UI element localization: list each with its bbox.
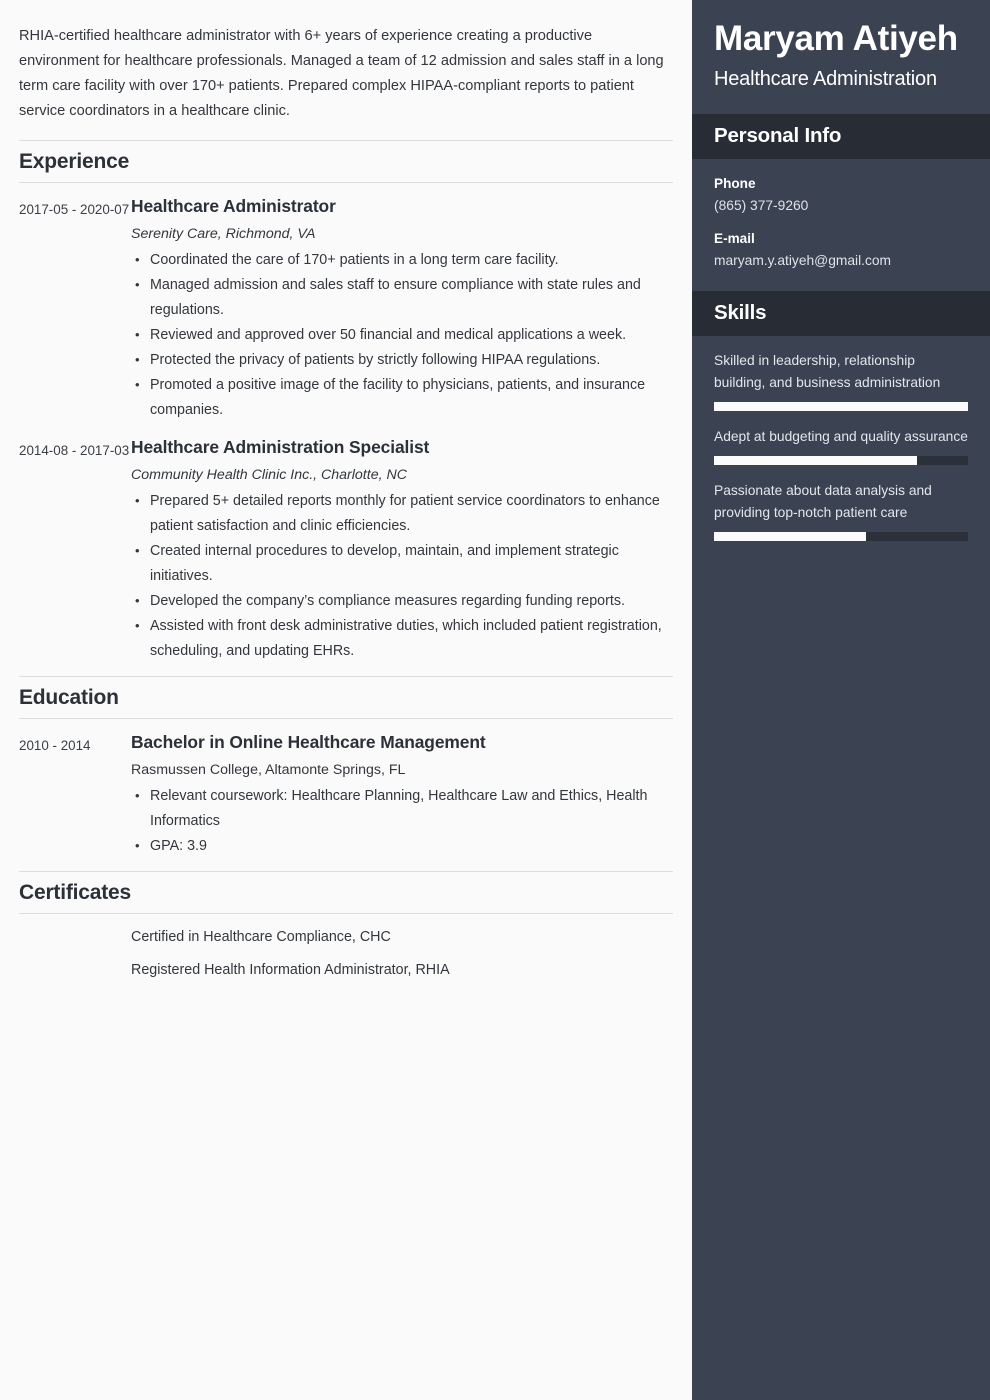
list-item: Registered Health Information Administrator, RHIA xyxy=(131,962,450,978)
coursework-list xyxy=(131,784,673,859)
skill-level-track xyxy=(714,532,968,541)
candidate-role: Healthcare Administration xyxy=(714,68,937,90)
skill-description: Passionate about data analysis and providing top-notch patient care xyxy=(714,483,932,520)
degree-title: Bachelor in Online Healthcare Management xyxy=(131,732,486,752)
skill-item xyxy=(714,480,968,541)
sidebar xyxy=(692,0,990,1400)
sidebar-header xyxy=(692,0,990,114)
candidate-name: Maryam Atiyeh xyxy=(714,19,958,58)
list-item: • GPA: 3.9 xyxy=(133,834,673,859)
skill-item xyxy=(714,426,968,465)
skill-description: Adept at budgeting and quality assurance xyxy=(714,429,968,444)
skill-level-fill xyxy=(714,456,917,465)
phone-value[interactable]: (865) 377-9260 xyxy=(714,198,809,213)
list-item: • Coordinated the care of 170+ patients in a long term care facility. xyxy=(133,248,673,273)
employer-location: Community Health Clinic Inc., Charlotte, NC xyxy=(131,467,407,483)
experience-entry xyxy=(19,194,673,423)
list-item: • Relevant coursework: Healthcare Planning, Healthcare Law and Ethics, Health Informatics xyxy=(133,784,673,834)
list-item: • Reviewed and approved over 50 financial and medical applications a week. xyxy=(133,323,673,348)
job-title: Healthcare Administration Specialist xyxy=(131,437,430,457)
sidebar-heading-skills: Skills xyxy=(692,291,990,336)
list-item: • Developed the company’s compliance measures regarding funding reports. xyxy=(133,589,673,614)
entry-details xyxy=(131,194,673,423)
personal-info-body xyxy=(692,159,990,291)
school-location: Rasmussen College, Altamonte Springs, FL xyxy=(131,762,406,778)
skill-level-track xyxy=(714,402,968,411)
entry-date-range: 2014-08 - 2017-03 xyxy=(19,443,130,458)
section-heading-education: Education xyxy=(19,676,673,719)
responsibility-list xyxy=(131,248,673,423)
entry-date-range: 2010 - 2014 xyxy=(19,738,91,753)
phone-label: Phone xyxy=(714,176,756,191)
sidebar-heading-personal-info: Personal Info xyxy=(692,114,990,159)
responsibility-list xyxy=(131,489,673,664)
skill-level-track xyxy=(714,456,968,465)
section-heading-certificates: Certificates xyxy=(19,871,673,914)
list-item: • Prepared 5+ detailed reports monthly for patient service coordinators to enhance patient satisfaction and clinic efficiencies. xyxy=(133,489,673,539)
entry-details xyxy=(131,435,673,664)
skill-level-fill xyxy=(714,532,866,541)
certificate-list xyxy=(131,925,450,991)
email-label: E-mail xyxy=(714,231,755,246)
education-section xyxy=(19,676,673,859)
list-item: • Managed admission and sales staff to ensure compliance with state rules and regulations. xyxy=(133,273,673,323)
experience-entry xyxy=(19,435,673,664)
professional-summary: RHIA-certified healthcare administrator with 6+ years of experience creating a productive environment for healthcare professionals. Managed a team of 12 admission and sales staff in a long term care facility with over 170+ patients. Prepared complex HIPAA-compliant reports to patient service coordinators in a healthcare clinic. xyxy=(19,28,664,119)
skill-description: Skilled in leadership, relationship building, and business administration xyxy=(714,353,941,390)
email-value[interactable]: maryam.y.atiyeh@gmail.com xyxy=(714,253,892,268)
list-item: • Assisted with front desk administrative duties, which included patient registration, scheduling, and updating EHRs. xyxy=(133,614,673,664)
skill-item xyxy=(714,350,968,411)
certificates-section xyxy=(19,871,673,991)
list-item: Certified in Healthcare Compliance, CHC xyxy=(131,929,391,945)
date-column-spacer xyxy=(19,925,131,991)
skills-body xyxy=(692,336,990,564)
list-item: • Created internal procedures to develop, maintain, and implement strategic initiatives. xyxy=(133,539,673,589)
list-item: • Protected the privacy of patients by strictly following HIPAA regulations. xyxy=(133,348,673,373)
employer-location: Serenity Care, Richmond, VA xyxy=(131,226,316,242)
education-entry xyxy=(19,730,673,859)
section-heading-experience: Experience xyxy=(19,140,673,183)
experience-section xyxy=(19,140,673,664)
entry-details xyxy=(131,730,673,859)
skill-level-fill xyxy=(714,402,968,411)
entry-date-range: 2017-05 - 2020-07 xyxy=(19,202,130,217)
job-title: Healthcare Administrator xyxy=(131,196,336,216)
list-item: • Promoted a positive image of the facility to physicians, patients, and insurance companies. xyxy=(133,373,673,423)
certificates-entry xyxy=(19,925,673,991)
